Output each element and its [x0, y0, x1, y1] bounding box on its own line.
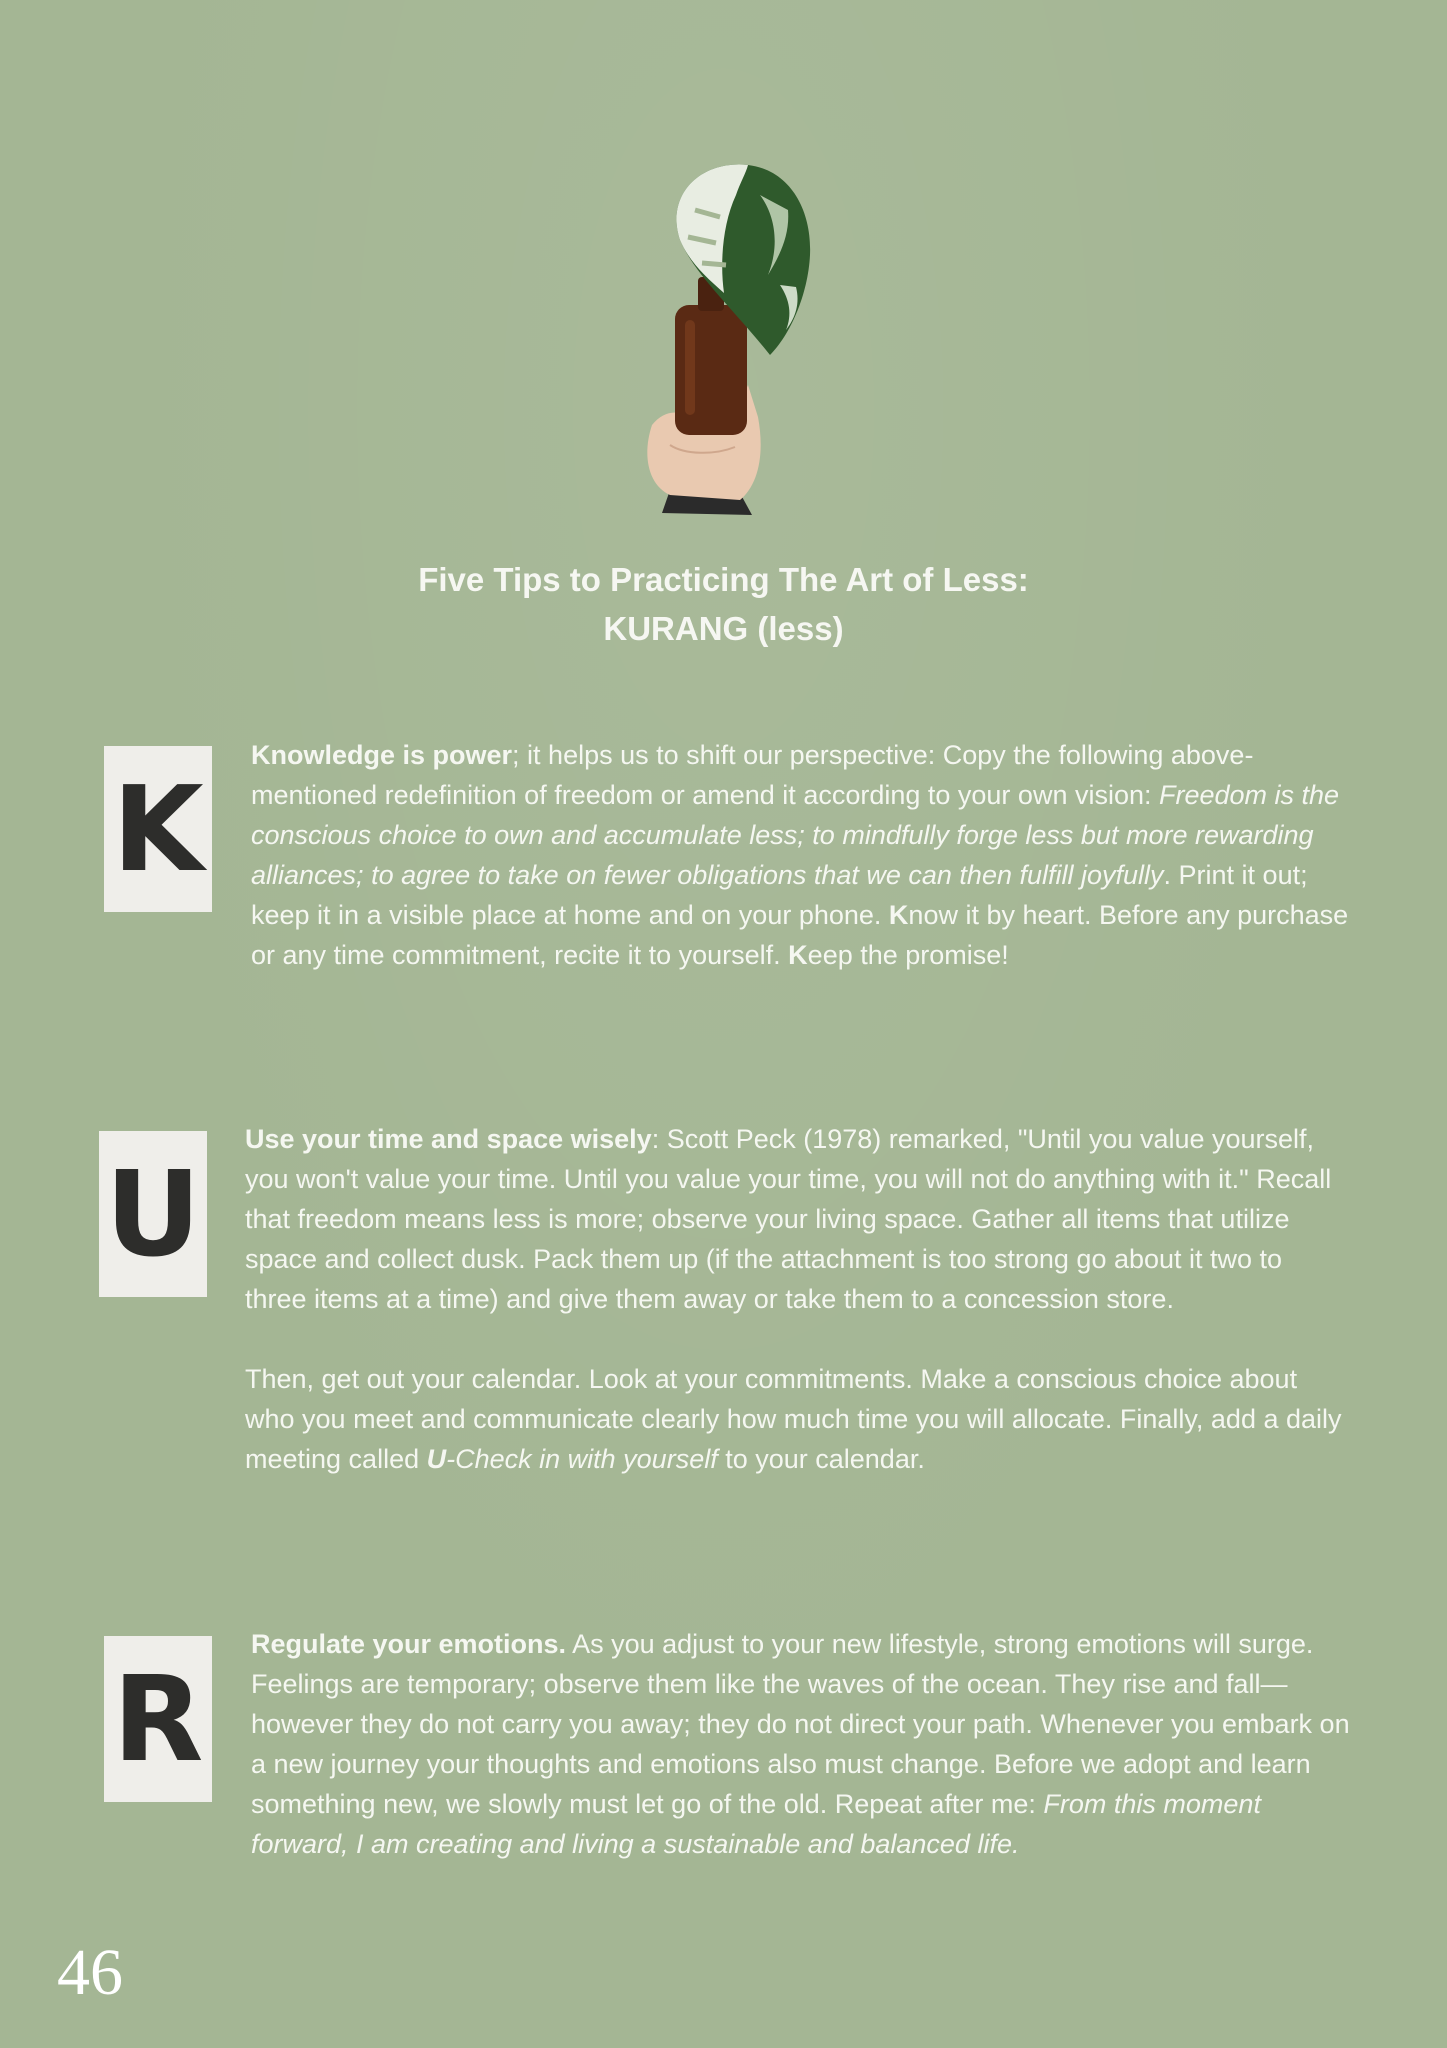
tip-k-lead: Knowledge is power: [251, 740, 513, 770]
letter-r-box: [104, 1636, 212, 1802]
tip-k-bold-k1: K: [888, 900, 909, 930]
letter-u: U: [105, 1145, 201, 1283]
tip-u-paragraph-2: [245, 1359, 1345, 1479]
tip-k-quote: Freedom is the conscious choice to own and accumulate less; to mindfully forge less but more rewarding alliances; to agree to take on fewer obligations that we can then fulfill joyfully: [251, 780, 1340, 890]
tip-u-meeting-name: -Check in with yourself: [446, 1444, 718, 1474]
tip-u-paragraph-1: [245, 1119, 1345, 1319]
letter-k-box: [104, 746, 212, 912]
tip-r: [251, 1624, 1361, 1864]
tip-u-text-2: Then, get out your calendar. Look at your commitments. Make a conscious choice about who you meet and communicate clearly how much time you will allocate. Finally, add a daily meeting called: [245, 1364, 1342, 1474]
tip-u-text-3: to your calendar.: [717, 1444, 925, 1474]
tip-r-lead: Regulate your emotions.: [251, 1629, 567, 1659]
title-line-2: KURANG (less): [603, 610, 844, 647]
tip-k-text-1: ; it helps us to shift our perspective: Copy the following above-mentioned redefinition of freedom or amend it according to your own vision:: [251, 740, 1254, 810]
tip-u-lead: Use your time and space wisely: [245, 1124, 652, 1154]
title-line-1: Five Tips to Practicing The Art of Less:: [418, 561, 1029, 598]
tip-k-bold-k2: K: [788, 940, 808, 970]
tip-r-paragraph: [251, 1624, 1361, 1864]
tip-k-text-2: . Print it out; keep it in a visible place at home and on your phone.: [251, 860, 1308, 930]
page-number: 46: [57, 1936, 123, 2009]
tip-r-text-1: As you adjust to your new lifestyle, strong emotions will surge. Feelings are temporary; observe them like the waves of the ocean. They rise and fall—however they do not carry you away; they do not direct your path. Whenever you embark on a new journey your thoughts and emotions also must change. Before we adopt and learn something new, we slowly must let go of the old. Repeat after me:: [251, 1629, 1350, 1819]
page-title: [0, 555, 1447, 653]
tip-r-quote: From this moment forward, I am creating and living a sustainable and balanced life.: [251, 1789, 1261, 1859]
letter-r: R: [112, 1650, 204, 1788]
letter-u-box: [99, 1131, 207, 1297]
tip-k-text-3: now it by heart. Before any purchase or any time commitment, recite it to yourself.: [251, 900, 1349, 970]
tip-u: [245, 1119, 1345, 1479]
tip-k-text-4: eep the promise!: [807, 940, 1009, 970]
tip-k: [251, 735, 1351, 975]
tip-u-bold-u: U: [426, 1444, 447, 1474]
tip-u-meeting: [427, 1444, 718, 1474]
letter-k: K: [112, 760, 204, 898]
plant-bottle-hand-icon: [640, 155, 860, 525]
tip-k-paragraph: [251, 735, 1351, 975]
tip-u-text-1: : Scott Peck (1978) remarked, "Until you value yourself, you won't value your time. Until you value your time, you will not do anything with it." Recall that freedom means less is more; observe your living space. Gather all items that utilize space and collect dusk. Pack them up (if the attachment is too strong go about it two to three items at a time) and give them away or take them to a concession store.: [245, 1124, 1332, 1314]
